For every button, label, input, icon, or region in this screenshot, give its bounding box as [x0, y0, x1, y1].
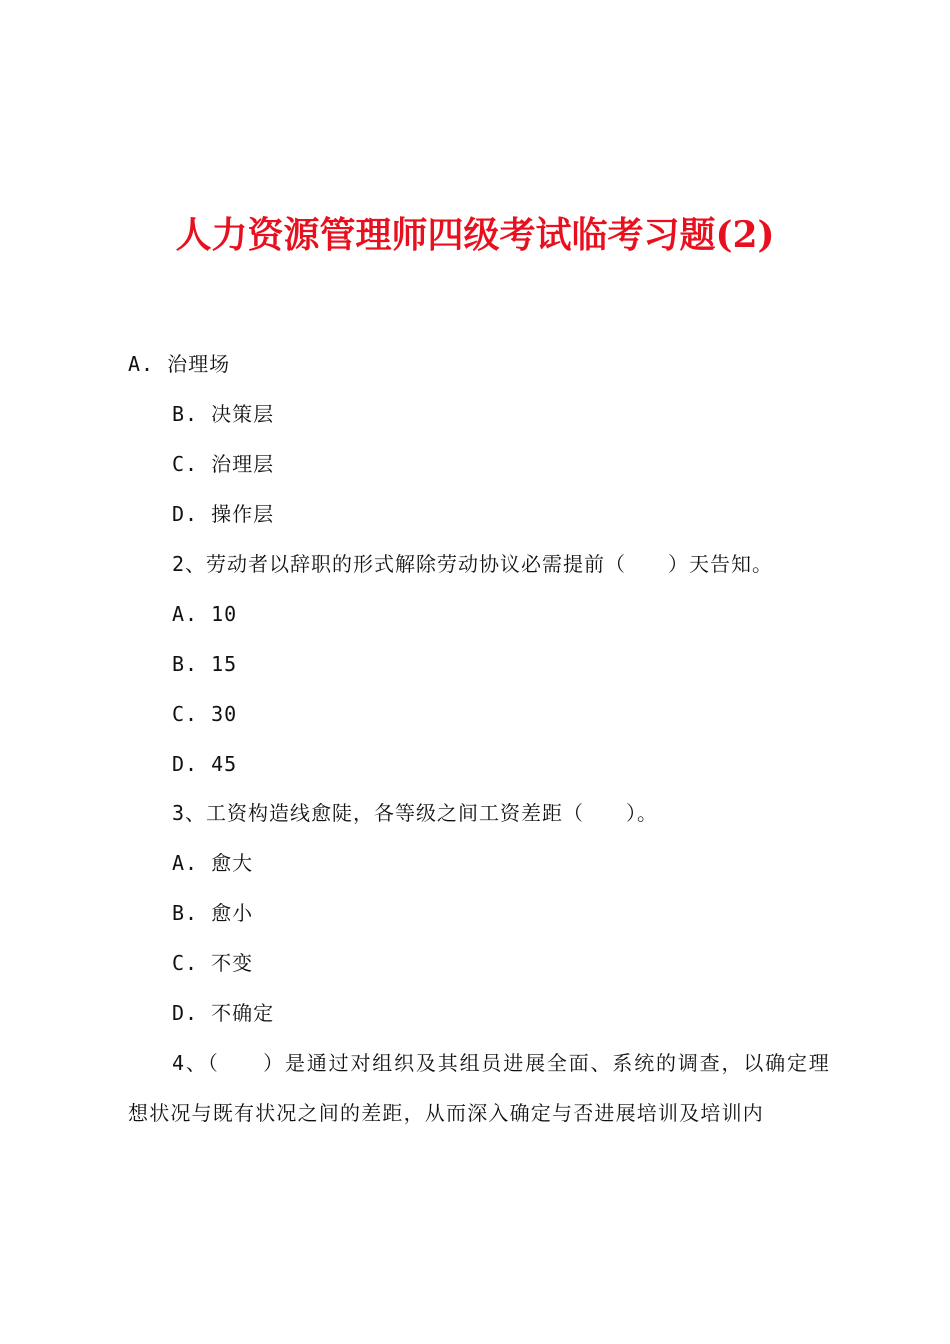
question-paragraph: 4、（ ）是通过对组织及其组员进展全面、系统的调查，以确定理想状况与既有状况之间的差距，从而深入确定与否进展培训及培训内: [128, 1051, 830, 1125]
option-line: B. 决策层: [172, 402, 275, 426]
option-line: D. 45: [172, 752, 238, 776]
option-line: A. 愈大: [172, 851, 254, 875]
option-line: D. 操作层: [172, 502, 275, 526]
option-line: D. 不确定: [172, 1001, 275, 1025]
option-line: B. 15: [172, 652, 238, 676]
option-line: A. 10: [172, 602, 238, 626]
question-line: 3、工资构造线愈陡，各等级之间工资差距（ ）。: [172, 801, 659, 825]
option-line: C. 不变: [172, 951, 254, 975]
question-line: 2、劳动者以辞职的形式解除劳动协议必需提前（ ）天告知。: [172, 552, 774, 576]
option-line: B. 愈小: [172, 901, 254, 925]
option-line: C. 治理层: [172, 452, 275, 476]
option-line: A. 治理场: [128, 352, 231, 376]
option-line: C. 30: [172, 702, 238, 726]
document-title: 人力资源管理师四级考试临考习题(2): [175, 214, 775, 256]
